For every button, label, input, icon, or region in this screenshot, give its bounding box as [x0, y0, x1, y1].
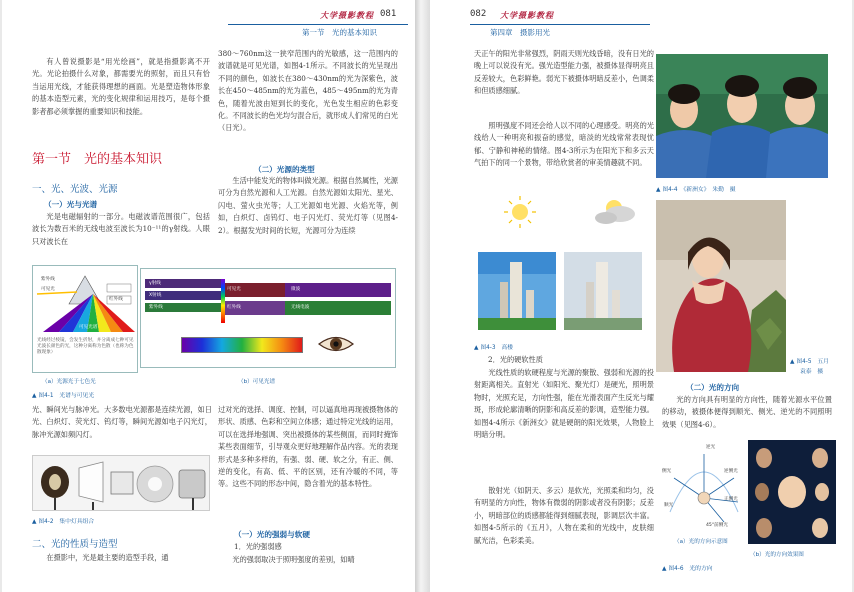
figure-spectrum-bands: [140, 268, 396, 368]
prism-note: 光线经过棱镜，会发生折射，并分离成七种可见光波长颜色的光，这种分离称为色散（也称为色散现象）: [37, 338, 134, 355]
figure-4-5-credit: 袁泰 摄: [800, 369, 824, 375]
band-label-visible: 可见光: [227, 287, 241, 292]
light-direction-paragraph: 光的方向具有明显的方向性，随着光源水平位置的移动，被摄体便得到顺光、侧光、逆光的不同照明效果（见图4-6）。: [662, 395, 832, 429]
fig6-subcaption-b: （b）光的方向效果图: [750, 552, 804, 558]
psychological-effect-paragraph: 照明强度不同还会给人以不同的心理感受。明亮的光线给人一种明亮和振奋的感觉，暗淡的光线常常表现忧郁、宁静和神秘的情绪。图4-3所示为在阳光下和多云天气拍下的同一个景物，带给欣赏者的审美情趣就不同。: [474, 121, 654, 168]
figure-4-5-caption: ▲ 图4-5 五月: [790, 359, 829, 365]
quality-paragraph: 在摄影中，光是最主要的造型手段，通: [46, 553, 169, 562]
strength-paragraph: 光的强弱取决于照明强度的差别，如晴: [232, 555, 355, 564]
woman-in-red-photo: [656, 200, 786, 372]
heading-strength-softness: （一）光的强弱与软硬: [234, 530, 310, 539]
fig1-subcaption-a: （a）光源光于七色光: [42, 379, 96, 385]
figure-prism-diagram: [32, 265, 138, 373]
band-label-xray: X射线: [149, 293, 162, 298]
label-front-light: 顺光: [664, 503, 674, 508]
light-form-paragraph: 过对光的选择、调度、控制，可以逼真地再现被摄物体的形状、质感、色彩和空间立体感；通过特定光线的运用，可以在选择地强调、突出被摄体的某些侧面，而同时掩饰某些表面细节，引导观众更好地理解作品内容。光的表现形式是多种多样的，有强、弱、硬、软之分，有正、侧、逆的变化，有高、低、平的区别，还有冷暖的不同，等等。这些不同的形态中间，隐含着光的基本特性。: [218, 405, 398, 489]
visible-light-paragraph: 380～760nm这一狭窄范围内的光敏感，这一范围内的波谱就是可见光谱，如图4-1所示。不同波长的光呈现出不同的颜色，如波长在380～430nm的光为深紫色，波长在450～485nm的光为蓝色，485～495nm的光为青色，随着光波由短到长的变化，光色发生相应的色彩变化。不同波长的色光均匀混合后，就形成人们常见的白光（日光）。: [218, 49, 398, 133]
heading-hard-soft-nature: 2．光的硬软性质: [488, 355, 543, 364]
portrait-group-graphic: [656, 54, 828, 178]
label-back-side-light: 逆侧光: [724, 469, 738, 474]
studio-lamps-graphic: [33, 456, 210, 511]
heading-light-direction: （二）光的方向: [686, 383, 740, 392]
eye-graphic: [317, 331, 355, 357]
band-label-uv: 紫外线: [149, 305, 163, 310]
band-label-microwave: 微波: [291, 287, 301, 292]
prism-label-visible-spectrum: 可见光谱: [79, 325, 98, 330]
band-label-infrared: 红外线: [227, 305, 241, 310]
label-back-light: 逆光: [706, 445, 716, 450]
strength-continued-paragraph: 天正午的阳光非常强烈，阴雨天则光线昏暗，没有日光的晚上可以说没有光。强光造型能力强，被摄体显得明亮且反差较大，色彩鲜艳。弱光下被摄体明暗反差小，色调柔和但质感细腻。: [474, 49, 654, 96]
header-chapter: 第四章 摄影用光: [490, 28, 550, 37]
heading-light-wave-source: 一、光、光波、光源: [32, 184, 118, 195]
band-label-radio: 无线电波: [291, 305, 310, 310]
intro-paragraph: 有人曾说摄影是“用光绘画”，就是指摄影离不开光。光论拍摄什么对象，都需要光的照射，而且只有恰当运用光线，才能获得理想的画面。光是塑造物体形象的基本造型元素，光的变化规律和运用技巧，是每个摄影者都必须掌握的重要知识和技能。: [32, 57, 210, 116]
soft-light-paragraph: 散射光（如阴天、多云）是软光，光照柔和均匀，没有明显的方向性，物体有微弱的阴影或者没有阴影；反差小，明暗部位的质感都能得到细腻表现，影调层次丰富。如图4-5所示的《五月》，人物在柔和的光线中，皮肤细腻光洁，色彩柔美。: [474, 486, 654, 545]
faces-grid-graphic: [748, 440, 836, 544]
header-chapter: 第一节 光的基本知识: [302, 28, 377, 37]
label-side-light: 侧光: [662, 469, 672, 474]
right-page: [430, 0, 852, 592]
prism-label-ultraviolet: 紫外线: [41, 277, 55, 282]
page-number: 081: [380, 9, 397, 19]
fig1-subcaption-b: （b）可见光谱: [238, 379, 276, 385]
light-direction-diagram: [662, 442, 746, 532]
heading-strength-sense: 1．光的强弱感: [234, 542, 282, 551]
buildings-photo: [474, 190, 646, 340]
figure-4-4-caption: ▲ 图4-4 《新洲女》 朱勤 摄: [656, 187, 736, 193]
figure-4-3-caption: ▲ 图4-3 高楼: [474, 345, 513, 351]
heading-light-source-types: （二）光源的类型: [254, 165, 315, 174]
header-rule: [228, 24, 408, 25]
left-page: [2, 0, 415, 592]
header-series-title: 大学摄影教程: [500, 10, 554, 20]
figure-4-1-caption: ▲ 图4-1 光谱与可见光: [32, 393, 95, 399]
figure-4-6-caption: ▲ 图4-6 光的方向: [662, 566, 713, 572]
lamps-photo: [32, 455, 210, 511]
three-women-photo: [656, 54, 828, 178]
direction-arcs-graphic: [662, 442, 746, 532]
light-direction-faces-photo: [748, 440, 836, 544]
label-45-front-side: 45°前侧光: [706, 523, 728, 528]
page-number: 082: [470, 9, 487, 19]
prism-label-visible: 可见光: [41, 287, 55, 292]
label-front-side-light: 正侧光: [724, 497, 738, 502]
may-portrait-graphic: [656, 200, 786, 372]
light-source-paragraph: 生活中能发光的物体叫做光源。根据自然属性，光源可分为自然光源和人工光源。自然光源如太阳光、星光、闪电、萤火虫光等；人工光源如电光源、火焰光等，例如，白炽灯、卤钨灯、电子闪光灯、荧光灯等（见图4-2）。根据发光时间的长短，光源可分为连续: [218, 176, 398, 235]
spectrum-paragraph: 光是电磁辐射的一部分。电磁波谱范围很广，包括波长为数百米的无线电波至波长为10⁻¹¹的γ射线。人眼只对波长在: [32, 212, 210, 246]
pulse-light-paragraph: 光、瞬间光与脉冲光。大多数电光源都是连续光源，如日光、白炽灯、荧光灯、钨灯等，瞬间光源如电子闪光灯，脉冲光源如频闪灯。: [32, 405, 212, 439]
band-radio-1: [285, 283, 391, 297]
heading-light-spectrum: （一）光与光谱: [44, 200, 98, 209]
page-gutter: [415, 0, 430, 592]
header-series-title: 大学摄影教程: [320, 10, 374, 20]
fig6-subcaption-a: （a）光的方向示意图: [674, 539, 728, 545]
heading-light-quality: 二、光的性质与造型: [32, 539, 118, 550]
header-rule: [470, 24, 650, 25]
prism-label-infrared: 红外线: [109, 297, 123, 302]
figure-4-2-caption: ▲ 图4-2 集中灯具组合: [32, 519, 95, 525]
sun-clouds-buildings-graphic: [474, 190, 646, 340]
hard-light-paragraph: 光线性质的软硬程度与光源的聚散、强弱和光源的投射距离相关。直射光（如阳光、聚光灯）是硬光，照明景物时，光照充足，方向性强，能在光滑表面产生反光与耀斑，形成轮廓清晰的阴影和高反差的影调，造型能力强。如图4-4所示《新洲女》就是硬朗的阳光效果，人物脸上明暗分明。: [474, 368, 654, 440]
visible-spectrum-bar: [181, 337, 303, 353]
band-label-gamma: γ射线: [149, 281, 161, 286]
section-title: 第一节 光的基本知识: [32, 152, 163, 167]
